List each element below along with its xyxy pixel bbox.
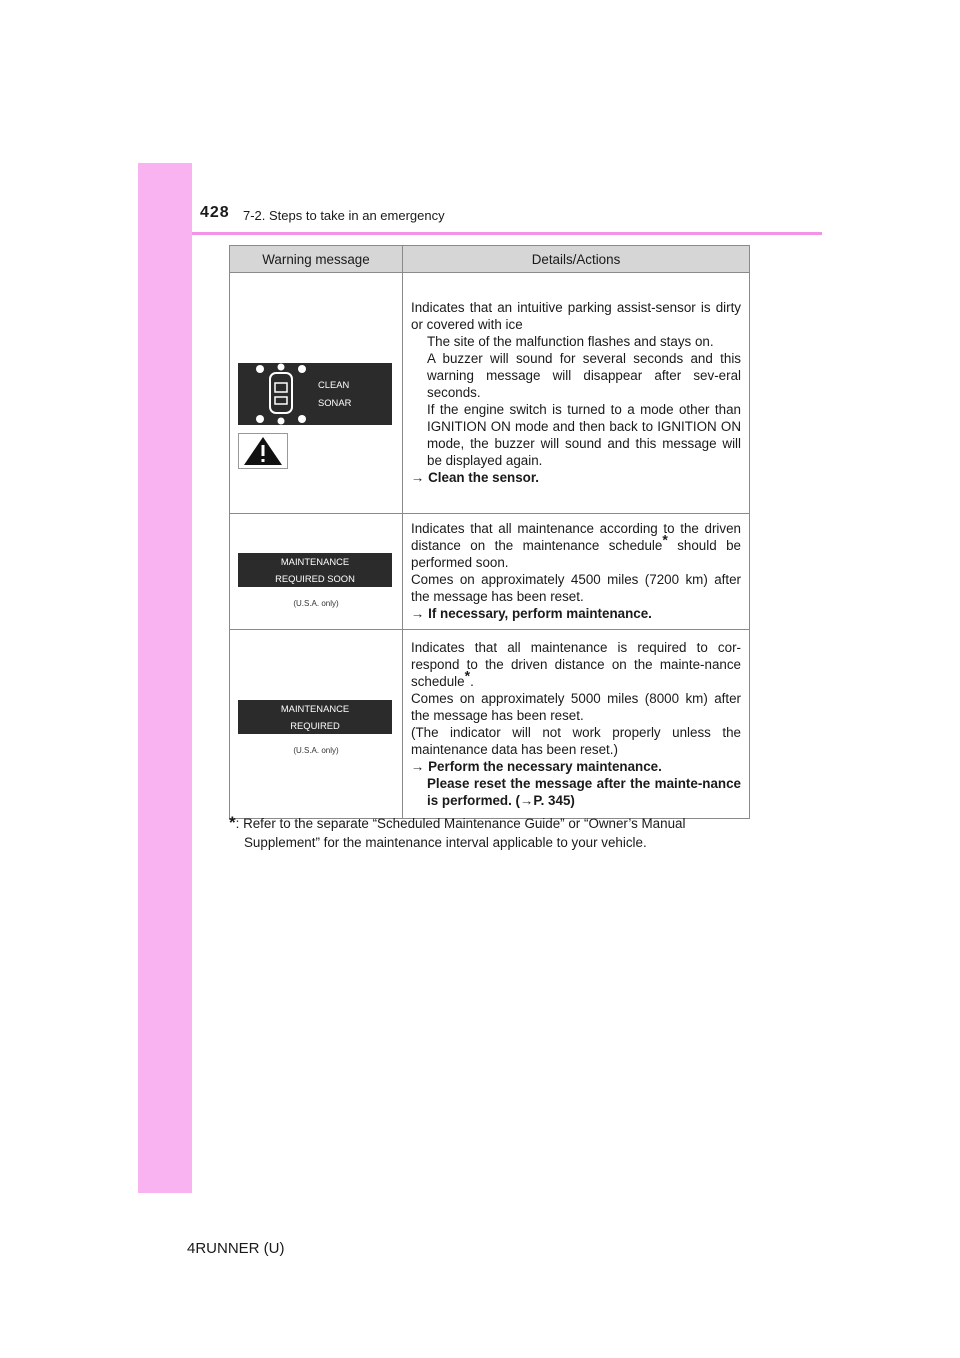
arrow-icon: →: [411, 758, 429, 774]
action-detail: Please reset the message after the mainte-nance is performed. (: [427, 775, 741, 808]
vehicle-sensor-icon: [246, 363, 316, 425]
table-row: [230, 514, 750, 630]
column-header-warning-message: Warning message: [230, 246, 403, 273]
details-text: Indicates that all maintenance is required to cor-respond to the driven distance on the mainte-nance schedule: [411, 639, 741, 689]
region-caption: (U.S.A. only): [293, 746, 339, 755]
action-text: Clean the sensor.: [428, 470, 540, 485]
arrow-icon: →: [411, 606, 429, 621]
warning-image-cell: [230, 273, 403, 514]
details-mileage: Comes on approximately 5000 miles (8000 km) after the message has been reset.: [411, 690, 741, 723]
display-line-2: REQUIRED: [290, 720, 340, 731]
maintenance-required-display: [238, 700, 392, 734]
footnote: [229, 813, 754, 852]
warning-image-cell: [230, 630, 403, 819]
details-cell: [403, 273, 750, 514]
footnote-line-2: Supplement” for the maintenance interval applicable to your vehicle.: [244, 835, 647, 850]
warning-triangle-icon: [239, 434, 287, 468]
table-row: [230, 273, 750, 514]
section-title: 7-2. Steps to take in an emergency: [243, 208, 445, 223]
display-line-2: SONAR: [318, 397, 352, 408]
model-footer: 4RUNNER (U): [187, 1240, 285, 1257]
display-line-1: MAINTENANCE: [280, 555, 350, 567]
footnote-line-1: : Refer to the separate “Scheduled Maintenance Guide” or “Owner’s Manual: [235, 816, 686, 831]
column-header-details-actions: Details/Actions: [403, 246, 750, 273]
footnote-marker: *: [464, 667, 471, 684]
details-ignition-note: If the engine switch is turned to a mode other than IGNITION ON mode and then back to IGNITION ON mode, the buzzer will sound and this message will be displayed again.: [427, 402, 741, 468]
details-cell: [403, 514, 750, 630]
display-line-1: MAINTENANCE: [280, 703, 350, 714]
arrow-icon: →: [520, 792, 534, 808]
table-row: [230, 630, 750, 819]
clean-sonar-display: [238, 363, 392, 425]
details-reset-note: (The indicator will not work properly unless the maintenance data has been reset.): [411, 724, 741, 757]
details-text-end: should be performed soon.: [411, 538, 741, 570]
footnote-marker: *: [662, 531, 668, 548]
footnote-star: *: [229, 813, 236, 832]
details-text: Indicates that all maintenance according to the driven distance on the maintenance schedule: [411, 521, 741, 553]
details-buzzer-note: A buzzer will sound for several seconds and this warning message will disappear after sev-eral seconds.: [427, 351, 741, 400]
details-intro: Indicates that an intuitive parking assist-sensor is dirty or covered with ice: [411, 300, 741, 332]
region-caption: (U.S.A. only): [293, 598, 339, 608]
maintenance-required-soon-display: [238, 553, 392, 587]
header-rule: [192, 232, 822, 235]
details-mileage: Comes on approximately 4500 miles (7200 km) after the message has been reset.: [411, 572, 741, 604]
warning-triangle-box: [238, 433, 288, 469]
page-number: 428: [200, 204, 230, 221]
action-text: If necessary, perform maintenance.: [428, 606, 652, 621]
action-text: Perform the necessary maintenance.: [428, 758, 662, 774]
details-cell: Indicates that all maintenance is required to cor-respond to the driven distance on the mainte-nance schedule*. Comes on approximately 5000 miles (8000 km) after the message has been reset. (The indicator will not work properly unless the maintenance data has been reset.) → Perform the necessary maintenance. Please reset the message after the mainte-nance is performed. (→P. 345): [403, 630, 750, 819]
warning-message-table: [229, 245, 750, 819]
arrow-icon: →: [411, 470, 429, 485]
side-color-band: [138, 163, 192, 1193]
display-line-2: REQUIRED SOON: [275, 572, 355, 584]
display-line-1: CLEAN: [318, 379, 350, 390]
page-reference: P. 345): [533, 792, 575, 808]
details-flash-note: The site of the malfunction flashes and stays on.: [427, 334, 714, 349]
warning-image-cell: [230, 514, 403, 630]
table-header-row: [230, 246, 750, 273]
